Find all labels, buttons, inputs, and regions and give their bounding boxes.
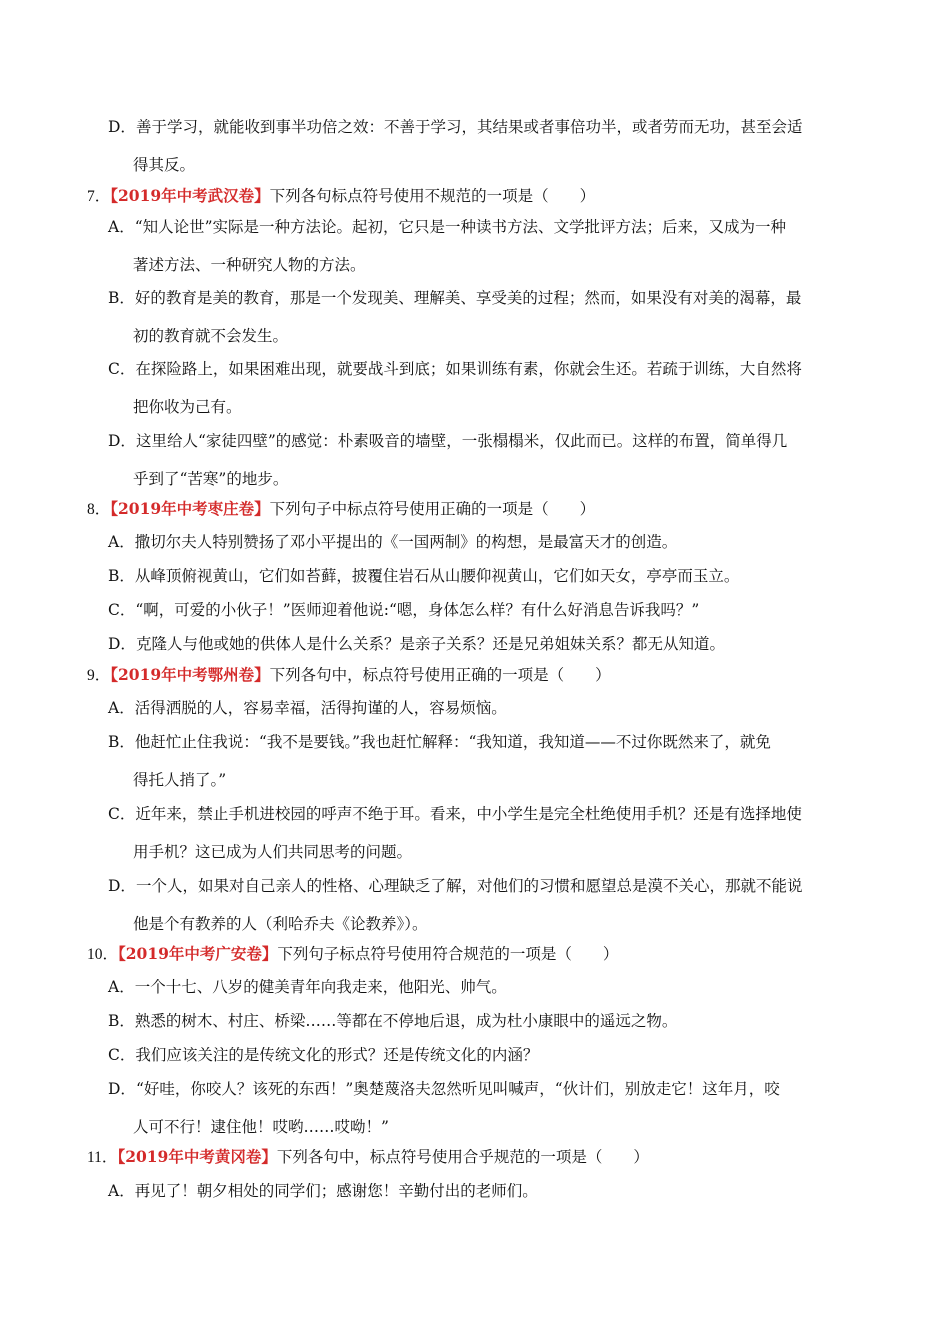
option-text: 一个十七、八岁的健美青年向我走来，他阳光、帅气。: [134, 978, 507, 996]
option-line: [108, 804, 802, 824]
option-continuation: 初的教育就不会发生。: [133, 327, 289, 345]
option-text: 近年来，禁止手机进校园的呼声不绝于耳。看来，中小学生是完全杜绝使用手机？还是有选择地使: [135, 805, 802, 823]
question-stem: 下列句子标点符号使用符合规范的一项是（ ）: [277, 945, 619, 963]
option-line: [108, 288, 801, 308]
question-number: 7．: [87, 188, 111, 205]
question-stem: 下列句子中标点符号使用正确的一项是（ ）: [269, 500, 596, 518]
option-line: [108, 698, 507, 718]
question-source: 【2019年中考黄冈卷】: [117, 1147, 277, 1166]
question-stem: 下列各句标点符号使用不规范的一项是（ ）: [269, 187, 596, 205]
option-line: [108, 732, 771, 752]
option-label: D．: [108, 877, 136, 895]
option-line: [108, 977, 507, 997]
option-continuation: 用手机？这已成为人们共同思考的问题。: [133, 843, 413, 861]
option-continuation: 著述方法、一种研究人物的方法。: [133, 256, 366, 274]
option-text: 好的教育是美的教育，那是一个发现美、理解美、享受美的过程；然而，如果没有对美的渴幕，最: [134, 289, 802, 307]
option-continuation: 乎到了“苦寒”的地步。: [133, 470, 289, 488]
question-10: [87, 944, 618, 965]
option-label: B．: [108, 567, 135, 585]
option-label: A．: [108, 699, 135, 717]
option-line: [108, 532, 677, 552]
option-line: [108, 1011, 677, 1031]
option-text: 从峰顶俯视黄山，它们如苔藓，披覆住岩石从山腰仰视黄山，它们如天女，亭亭而玉立。: [134, 567, 740, 585]
option-label: C．: [108, 601, 136, 619]
question-7: [87, 186, 595, 207]
option-text: 在探险路上，如果困难出现，就要战斗到底；如果训练有素，你就会生还。若疏于训练，大自然将: [135, 360, 802, 378]
option-label: A．: [108, 218, 135, 236]
question-number: 9．: [87, 667, 111, 684]
question-stem: 下列各句中，标点符号使用正确的一项是（ ）: [269, 666, 611, 684]
option-text: 撒切尔夫人特别赞扬了邓小平提出的《一国两制》的构想，是最富天才的创造。: [134, 533, 678, 551]
option-continuation: 人可不行！逮住他！哎哟……哎呦！”: [133, 1118, 389, 1136]
option-label: D．: [108, 118, 136, 136]
question-source: 【2019年中考武汉卷】: [110, 186, 270, 205]
question-stem: 下列各句中，标点符号使用合乎规范的一项是（ ）: [276, 1148, 649, 1166]
option-text: 再见了！朝夕相处的同学们；感谢您！辛勤付出的老师们。: [134, 1182, 538, 1200]
option-line: [108, 876, 802, 896]
option-label: D．: [108, 635, 136, 653]
option-label: A．: [108, 978, 135, 996]
option-text: “知人论世”实际是一种方法论。起初，它只是一种读书方法、文学批评方法；后来，又成为一种: [134, 218, 787, 236]
question-11: [87, 1147, 649, 1168]
option-label: A．: [108, 533, 135, 551]
option-text: 善于学习，就能收到事半功倍之效：不善于学习，其结果或者事倍功半，或者劳而无功，甚至会适: [135, 118, 803, 136]
option-text: 这里给人“家徒四壁”的感觉：朴素吸音的墙壁，一张榻榻米，仅此而已。这样的布置，简单得几: [135, 432, 788, 450]
option-line: [108, 217, 786, 237]
option-text: 活得洒脱的人，容易幸福，活得拘谨的人，容易烦恼。: [134, 699, 507, 717]
option-continuation: 得托人捎了。”: [133, 771, 227, 789]
question-source: 【2019年中考枣庄卷】: [110, 499, 270, 518]
question-source: 【2019年中考广安卷】: [118, 944, 278, 963]
option-line: [108, 1045, 538, 1065]
option-line: [108, 431, 787, 451]
option-continuation: 把你收为己有。: [133, 398, 242, 416]
option-label: B．: [108, 289, 135, 307]
option-continuation: 他是个有教养的人（利哈乔夫《论教养》）。: [133, 915, 428, 933]
option-line: [108, 117, 802, 137]
question-8: [87, 499, 595, 520]
option-text: “好哇，你咬人？该死的东西！”奥楚蔑洛夫忽然听见叫喊声，“伙计们，别放走它！这年月，咬: [135, 1080, 780, 1098]
option-label: C．: [108, 360, 136, 378]
option-label: B．: [108, 733, 135, 751]
option-label: D．: [108, 1080, 136, 1098]
option-continuation: 得其反。: [133, 156, 196, 174]
option-label: C．: [108, 1046, 136, 1064]
option-line: [108, 600, 699, 620]
option-label: B．: [108, 1012, 135, 1030]
question-source: 【2019年中考鄂州卷】: [110, 665, 270, 684]
question-number: 11．: [87, 1149, 118, 1166]
option-label: C．: [108, 805, 136, 823]
option-text: 我们应该关注的是传统文化的形式？还是传统文化的内涵？: [135, 1046, 539, 1064]
question-number: 8．: [87, 501, 111, 518]
option-text: 一个人，如果对自己亲人的性格、心理缺乏了解，对他们的习惯和愿望总是漠不关心，那就不能说: [135, 877, 803, 895]
option-line: [108, 1181, 538, 1201]
option-text: 他赶忙止住我说：“我不是要钱。”我也赶忙解释：“我知道，我知道——不过你既然来了，就免: [134, 733, 771, 751]
question-number: 10．: [87, 946, 119, 963]
option-line: [108, 634, 725, 654]
question-9: [87, 665, 611, 686]
option-label: A．: [108, 1182, 135, 1200]
option-line: [108, 359, 802, 379]
option-line: [108, 1079, 780, 1099]
option-label: D．: [108, 432, 136, 450]
option-text: “啊，可爱的小伙子！”医师迎着他说:“嗯，身体怎么样？有什么好消息告诉我吗？”: [135, 601, 700, 619]
option-text: 熟悉的树木、村庄、桥梁……等都在不停地后退，成为杜小康眼中的遥远之物。: [134, 1012, 678, 1030]
option-text: 克隆人与他或她的供体人是什么关系？是亲子关系？还是兄弟姐妹关系？都无从知道。: [135, 635, 725, 653]
option-line: [108, 566, 739, 586]
